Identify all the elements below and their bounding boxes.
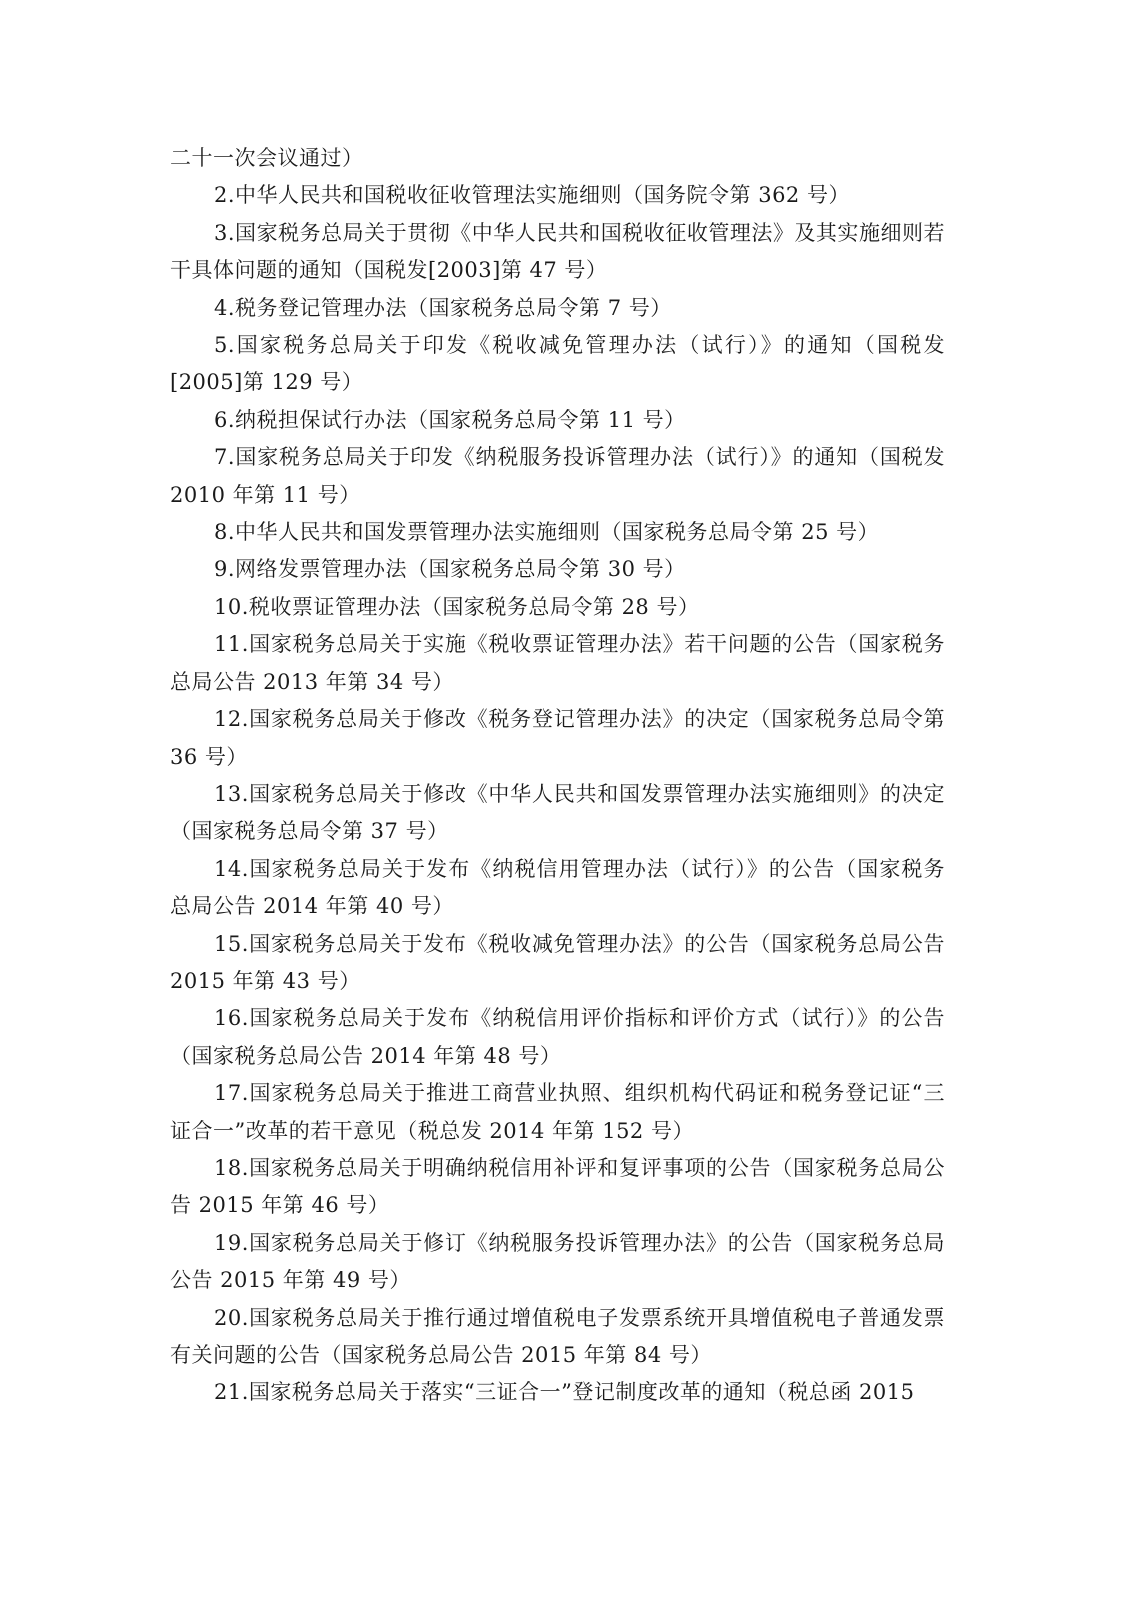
list-item-4: 4.税务登记管理办法（国家税务总局令第 7 号） bbox=[214, 295, 672, 320]
list-item-20: 20.国家税务总局关于推行通过增值税电子发票系统开具增值税电子普通发票有关问题的公告（国家税务总局公告 2015 年第 84 号） bbox=[170, 1305, 945, 1367]
list-item-8: 8.中华人民共和国发票管理办法实施细则（国家税务总局令第 25 号） bbox=[214, 520, 880, 545]
list-item-17: 17.国家税务总局关于推进工商营业执照、组织机构代码证和税务登记证“三证合一”改革的若干意见（税总发 2014 年第 152 号） bbox=[170, 1081, 945, 1143]
list-item-15: 15.国家税务总局关于发布《税收减免管理办法》的公告（国家税务总局公告 2015 年第 43 号） bbox=[170, 931, 945, 993]
list-item-3: 3.国家税务总局关于贯彻《中华人民共和国税收征收管理法》及其实施细则若干具体问题的通知（国税发[2003]第 47 号） bbox=[170, 220, 945, 283]
list-item-2: 2.中华人民共和国税收征收管理法实施细则（国务院令第 362 号） bbox=[214, 183, 850, 208]
list-item-14: 14.国家税务总局关于发布《纳税信用管理办法（试行）》的公告（国家税务总局公告 2014 年第 40 号） bbox=[170, 856, 945, 919]
list-item-9: 9.网络发票管理办法（国家税务总局令第 30 号） bbox=[214, 557, 686, 582]
list-item-12: 12.国家税务总局关于修改《税务登记管理办法》的决定（国家税务总局令第 36 号） bbox=[170, 707, 945, 769]
list-item-11: 11.国家税务总局关于实施《税收票证管理办法》若干问题的公告（国家税务总局公告 2013 年第 34 号） bbox=[170, 632, 945, 694]
list-item-13: 13.国家税务总局关于修改《中华人民共和国发票管理办法实施细则》的决定（国家税务总局令第 37 号） bbox=[170, 781, 945, 844]
list-item-10: 10.税收票证管理办法（国家税务总局令第 28 号） bbox=[214, 594, 700, 619]
list-item-21: 21.国家税务总局关于落实“三证合一”登记制度改革的通知（税总函 2015 bbox=[214, 1380, 915, 1405]
list-item-18: 18.国家税务总局关于明确纳税信用补评和复评事项的公告（国家税务总局公告 2015 年第 46 号） bbox=[170, 1155, 945, 1218]
document-body bbox=[170, 140, 945, 1412]
list-item-7: 7.国家税务总局关于印发《纳税服务投诉管理办法（试行）》的通知（国税发 2010 年第 11 号） bbox=[170, 445, 945, 507]
paragraph-continuation: 二十一次会议通过） bbox=[170, 146, 364, 170]
list-item-6: 6.纳税担保试行办法（国家税务总局令第 11 号） bbox=[214, 407, 686, 432]
list-item-16: 16.国家税务总局关于发布《纳税信用评价指标和评价方式（试行）》的公告（国家税务总局公告 2014 年第 48 号） bbox=[170, 1006, 945, 1068]
list-item-19: 19.国家税务总局关于修订《纳税服务投诉管理办法》的公告（国家税务总局公告 2015 年第 49 号） bbox=[170, 1230, 945, 1293]
list-item-5: 5.国家税务总局关于印发《税收减免管理办法（试行）》的通知（国税发[2005]第 129 号） bbox=[170, 333, 945, 395]
